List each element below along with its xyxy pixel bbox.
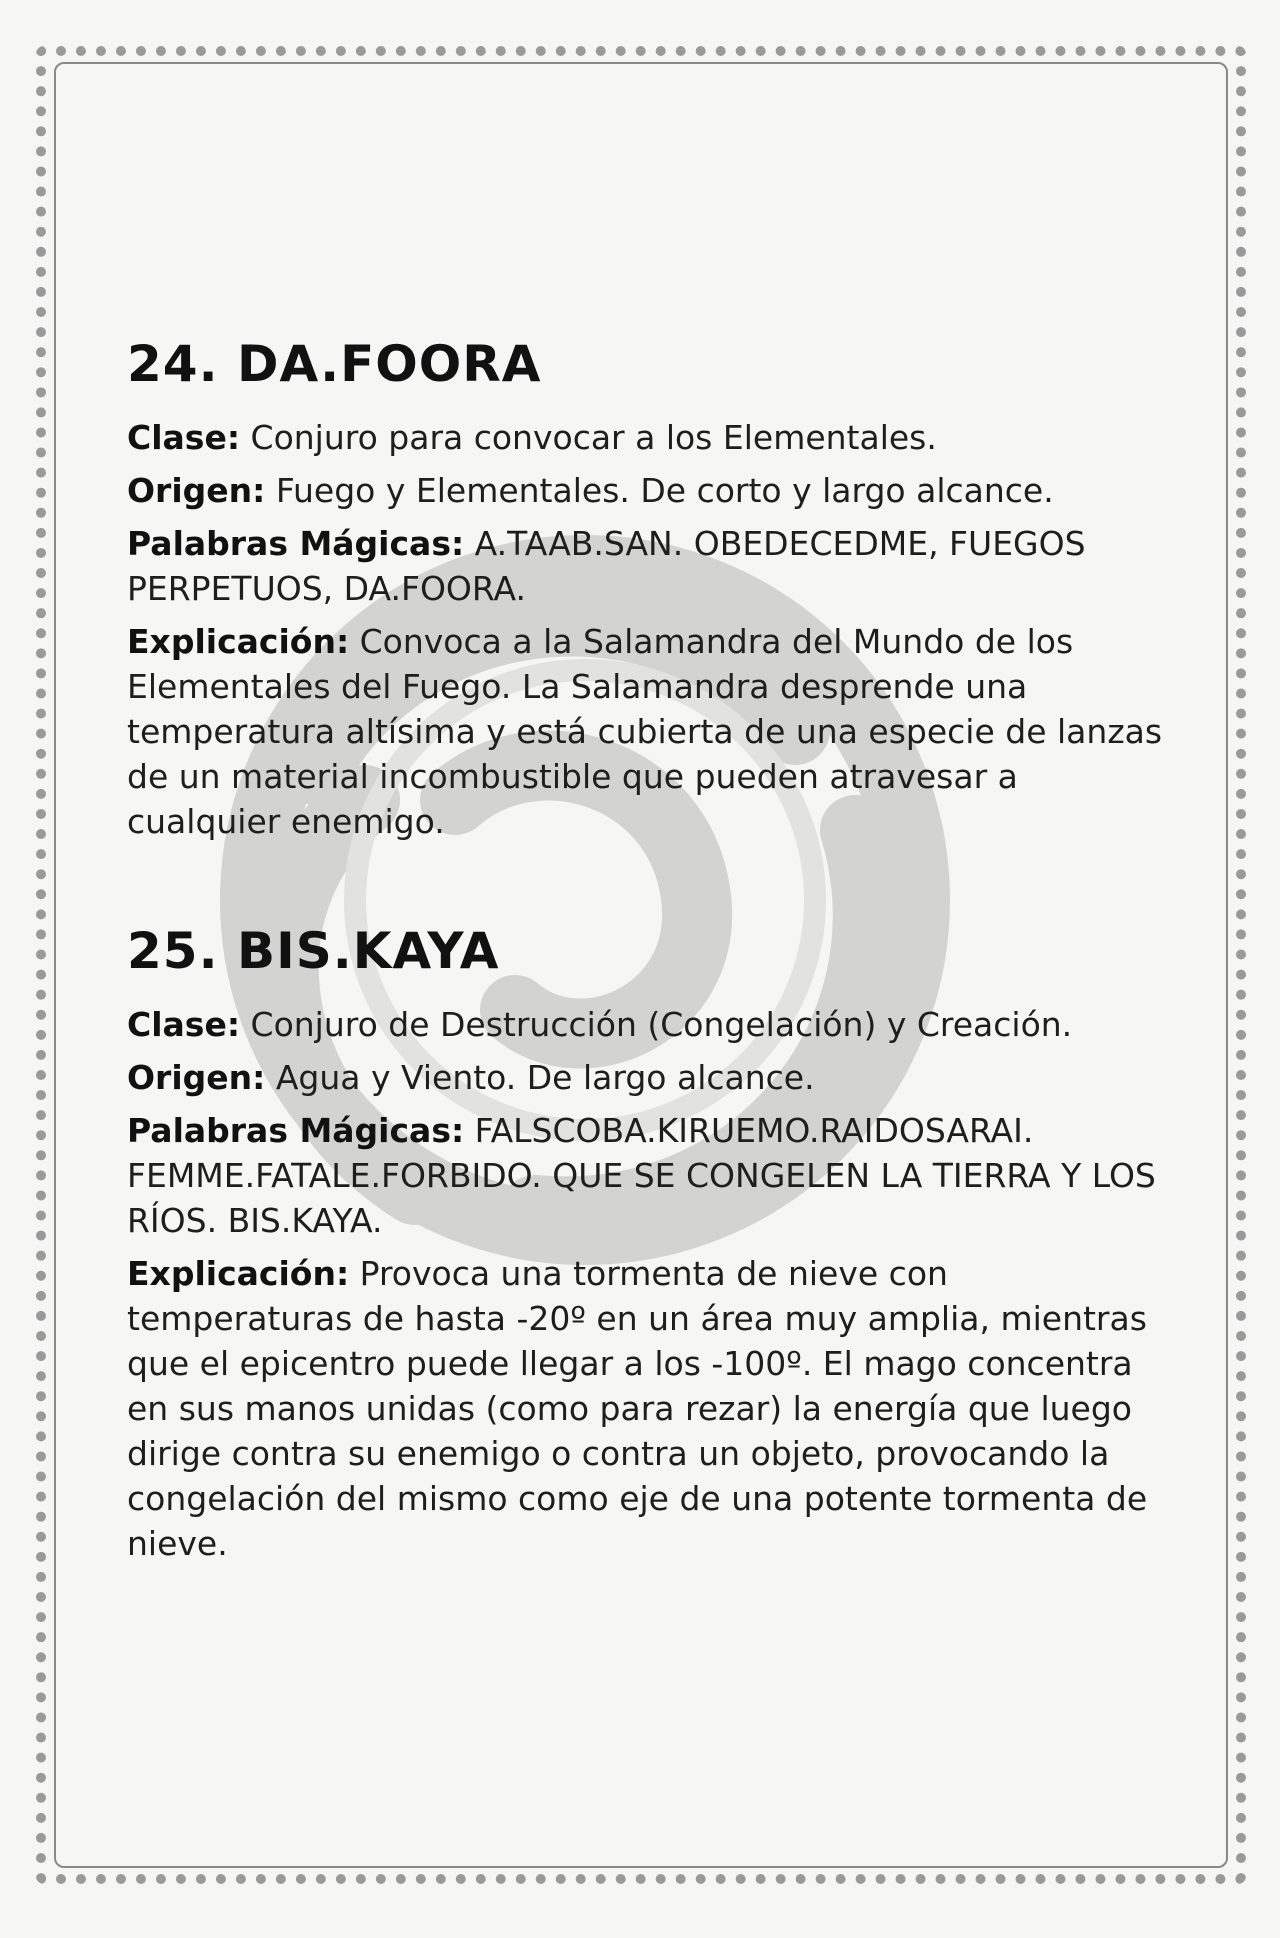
spell-24-clase [127,415,1167,460]
clase-text: Conjuro para convocar a los Elementales. [240,418,937,457]
spell-25-palabras [127,1108,1167,1243]
explicacion-text: Provoca una tormenta de nieve con temperaturas de hasta -20º en un área muy amplia, mientras que el epicentro puede llegar a los -100º. El mago concentra en sus manos unidas (como para rezar) la energía que luego dirige contra su enemigo o contra un objeto, provocando la congelación del mismo como eje de una potente tormenta de nieve. [127,1254,1148,1563]
clase-label: Clase: [127,418,241,457]
explicacion-label: Explicación: [127,1254,350,1293]
palabras-text: FALSCOBA.KIRUEMO.RAIDOSARAI. FEMME.FATALE.FORBIDO. QUE SE CONGELEN LA TIERRA Y LOS RÍOS. BIS.KAYA. [127,1111,1156,1240]
spell-24-palabras [127,521,1167,611]
explicacion-label: Explicación: [127,622,350,661]
palabras-text: A.TAAB.SAN. OBEDECEDME, FUEGOS PERPETUOS, DA.FOORA. [127,524,1086,608]
spell-24-explicacion [127,619,1167,844]
spell-25-clase [127,1002,1167,1047]
spell-24-title: 24. DA.FOORA [127,335,542,393]
spell-25-section [127,922,1167,1566]
explicacion-text: Convoca a la Salamandra del Mundo de los Elementales del Fuego. La Salamandra desprende una temperatura altísima y está cubierta de una especie de lanzas de un material incombustible que pueden atravesar a cualquier enemigo. [127,622,1163,841]
spell-24-section [127,335,1167,844]
palabras-label: Palabras Mágicas: [127,524,465,563]
origen-label: Origen: [127,1058,266,1097]
palabras-label: Palabras Mágicas: [127,1111,465,1150]
spell-25-explicacion [127,1251,1167,1566]
spell-25-title: 25. BIS.KAYA [127,922,500,980]
origen-label: Origen: [127,471,266,510]
origen-text: Fuego y Elementales. De corto y largo alcance. [265,471,1054,510]
clase-text: Conjuro de Destrucción (Congelación) y Creación. [240,1005,1073,1044]
spell-24-origen [127,468,1167,513]
clase-label: Clase: [127,1005,241,1044]
main-content [127,335,1167,1644]
origen-text: Agua y Viento. De largo alcance. [265,1058,815,1097]
spell-25-origen [127,1055,1167,1100]
